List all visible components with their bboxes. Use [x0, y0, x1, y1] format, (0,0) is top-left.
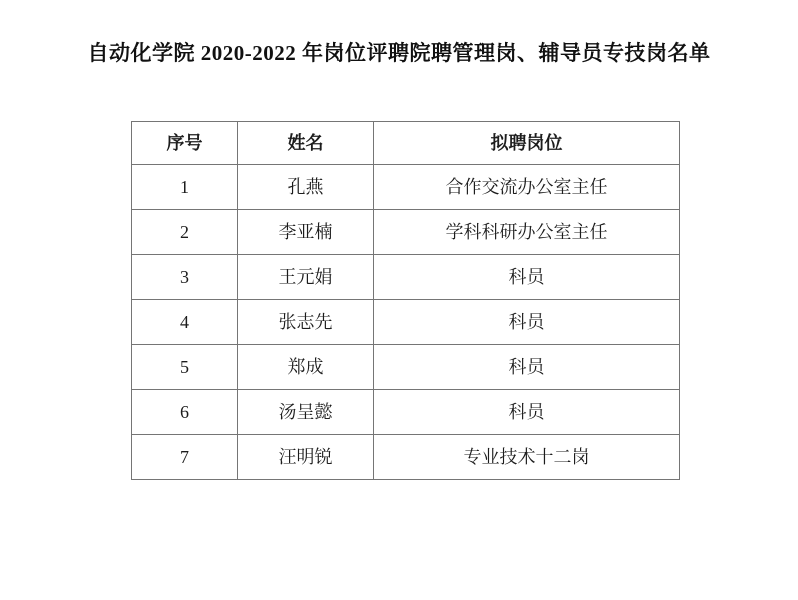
header-name: 姓名 — [238, 122, 374, 165]
table-row — [132, 300, 680, 345]
header-row — [132, 122, 680, 165]
cell-position: 科员 — [374, 255, 680, 300]
cell-position: 合作交流办公室主任 — [374, 165, 680, 210]
cell-position: 专业技术十二岗 — [374, 435, 680, 480]
cell-position: 科员 — [374, 390, 680, 435]
cell-position: 科员 — [374, 345, 680, 390]
header-serial: 序号 — [132, 122, 238, 165]
cell-name: 郑成 — [238, 345, 374, 390]
cell-serial: 1 — [132, 165, 238, 210]
table-row — [132, 255, 680, 300]
cell-name: 李亚楠 — [238, 210, 374, 255]
cell-name: 汪明锐 — [238, 435, 374, 480]
table-row — [132, 390, 680, 435]
cell-serial: 6 — [132, 390, 238, 435]
table-body — [132, 165, 680, 480]
table-row — [132, 165, 680, 210]
cell-serial: 3 — [132, 255, 238, 300]
cell-name: 孔燕 — [238, 165, 374, 210]
cell-name: 王元娟 — [238, 255, 374, 300]
table-row — [132, 210, 680, 255]
table-row — [132, 435, 680, 480]
page-title: 自动化学院 2020-2022 年岗位评聘院聘管理岗、辅导员专技岗名单 — [87, 41, 711, 65]
appointment-roster-table — [131, 121, 680, 480]
cell-position: 科员 — [374, 300, 680, 345]
cell-name: 汤呈懿 — [238, 390, 374, 435]
table-header — [132, 122, 680, 165]
cell-serial: 2 — [132, 210, 238, 255]
cell-name: 张志先 — [238, 300, 374, 345]
cell-serial: 4 — [132, 300, 238, 345]
header-position: 拟聘岗位 — [374, 122, 680, 165]
cell-serial: 7 — [132, 435, 238, 480]
cell-serial: 5 — [132, 345, 238, 390]
cell-position: 学科科研办公室主任 — [374, 210, 680, 255]
table-row — [132, 345, 680, 390]
